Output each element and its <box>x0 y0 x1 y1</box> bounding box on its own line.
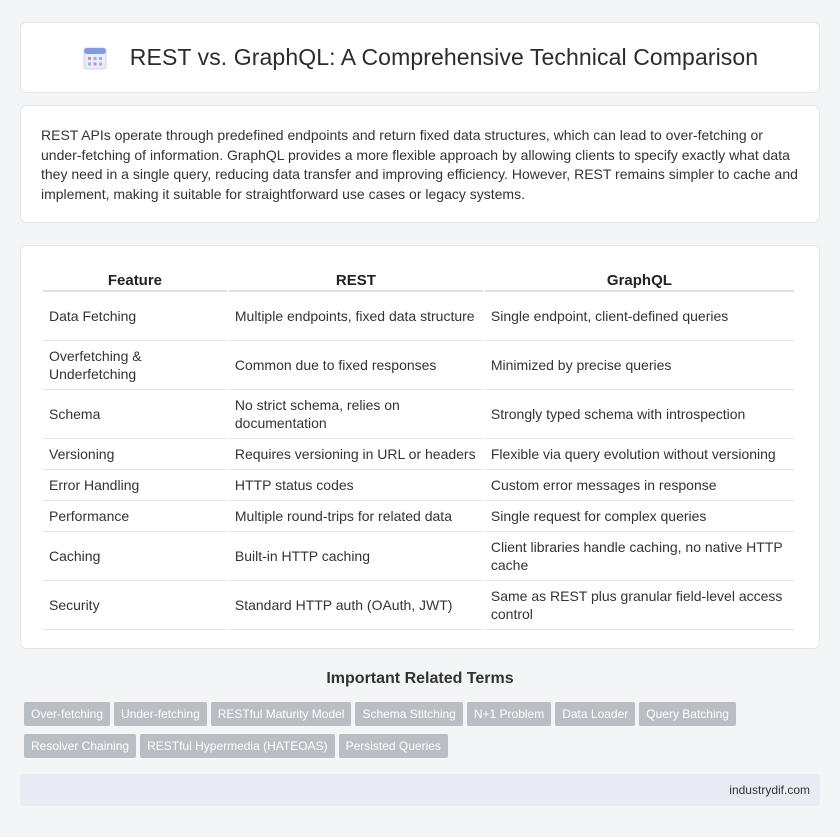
tag-restful-maturity-model[interactable]: RESTful Maturity Model <box>211 702 352 726</box>
cell-graphql: Strongly typed schema with introspection <box>485 390 794 439</box>
cell-feature: Caching <box>43 532 227 581</box>
footer-site-link[interactable]: industrydif.com <box>729 783 810 797</box>
tag-restful-hypermedia[interactable]: RESTful Hypermedia (HATEOAS) <box>140 734 335 758</box>
cell-rest: HTTP status codes <box>229 470 483 501</box>
cell-feature: Security <box>43 581 227 630</box>
table-header-row <box>43 266 794 292</box>
tag-persisted-queries[interactable]: Persisted Queries <box>339 734 448 758</box>
table-row <box>43 501 794 532</box>
cell-feature: Versioning <box>43 439 227 470</box>
cell-rest: Standard HTTP auth (OAuth, JWT) <box>229 581 483 630</box>
tag-over-fetching[interactable]: Over-fetching <box>24 702 110 726</box>
cell-graphql: Flexible via query evolution without versioning <box>485 439 794 470</box>
cell-rest: Multiple endpoints, fixed data structure <box>229 292 483 341</box>
tag-query-batching[interactable]: Query Batching <box>639 702 736 726</box>
table-row <box>43 470 794 501</box>
table-row <box>43 439 794 470</box>
table-row <box>43 390 794 439</box>
table-row <box>43 292 794 341</box>
tag-under-fetching[interactable]: Under-fetching <box>114 702 207 726</box>
cell-rest: No strict schema, relies on documentation <box>229 390 483 439</box>
cell-rest: Common due to fixed responses <box>229 341 483 390</box>
header-feature: Feature <box>43 266 227 292</box>
cell-feature: Performance <box>43 501 227 532</box>
table-row <box>43 341 794 390</box>
cell-graphql: Client libraries handle caching, no native HTTP cache <box>485 532 794 581</box>
related-terms-title: Important Related Terms <box>326 670 514 687</box>
cell-graphql: Minimized by precise queries <box>485 341 794 390</box>
cell-feature: Data Fetching <box>43 292 227 341</box>
cell-graphql: Single endpoint, client-defined queries <box>485 292 794 341</box>
related-tags <box>24 702 824 766</box>
title-card <box>20 22 820 93</box>
tag-resolver-chaining[interactable]: Resolver Chaining <box>24 734 136 758</box>
tag-schema-stitching[interactable]: Schema Stitching <box>355 702 462 726</box>
comparison-table <box>41 266 796 630</box>
intro-card <box>20 105 820 223</box>
tag-n-plus-1-problem[interactable]: N+1 Problem <box>467 702 551 726</box>
cell-rest: Built-in HTTP caching <box>229 532 483 581</box>
footer <box>20 774 820 806</box>
comparison-card <box>20 245 820 649</box>
cell-graphql: Single request for complex queries <box>485 501 794 532</box>
tag-data-loader[interactable]: Data Loader <box>555 702 635 726</box>
intro-paragraph: REST APIs operate through predefined endpoints and return fixed data structures, which can lead to over-fetching or under-fetching of information. GraphQL provides a more flexible approach by allowing clients to specify exactly what data they need in a single query, reducing data transfer and improving efficiency. However, REST remains simpler to cache and implement, making it suitable for straightforward use cases or legacy systems. <box>41 127 798 202</box>
page-title: REST vs. GraphQL: A Comprehensive Technical Comparison <box>129 44 759 70</box>
calendar-grid-icon <box>82 45 108 71</box>
header-graphql: GraphQL <box>485 266 794 292</box>
cell-graphql: Same as REST plus granular field-level access control <box>485 581 794 630</box>
header-rest: REST <box>229 266 483 292</box>
cell-feature: Error Handling <box>43 470 227 501</box>
cell-feature: Schema <box>43 390 227 439</box>
cell-feature: Overfetching & Underfetching <box>43 341 227 390</box>
table-row <box>43 581 794 630</box>
cell-rest: Requires versioning in URL or headers <box>229 439 483 470</box>
table-row <box>43 532 794 581</box>
cell-graphql: Custom error messages in response <box>485 470 794 501</box>
cell-rest: Multiple round-trips for related data <box>229 501 483 532</box>
